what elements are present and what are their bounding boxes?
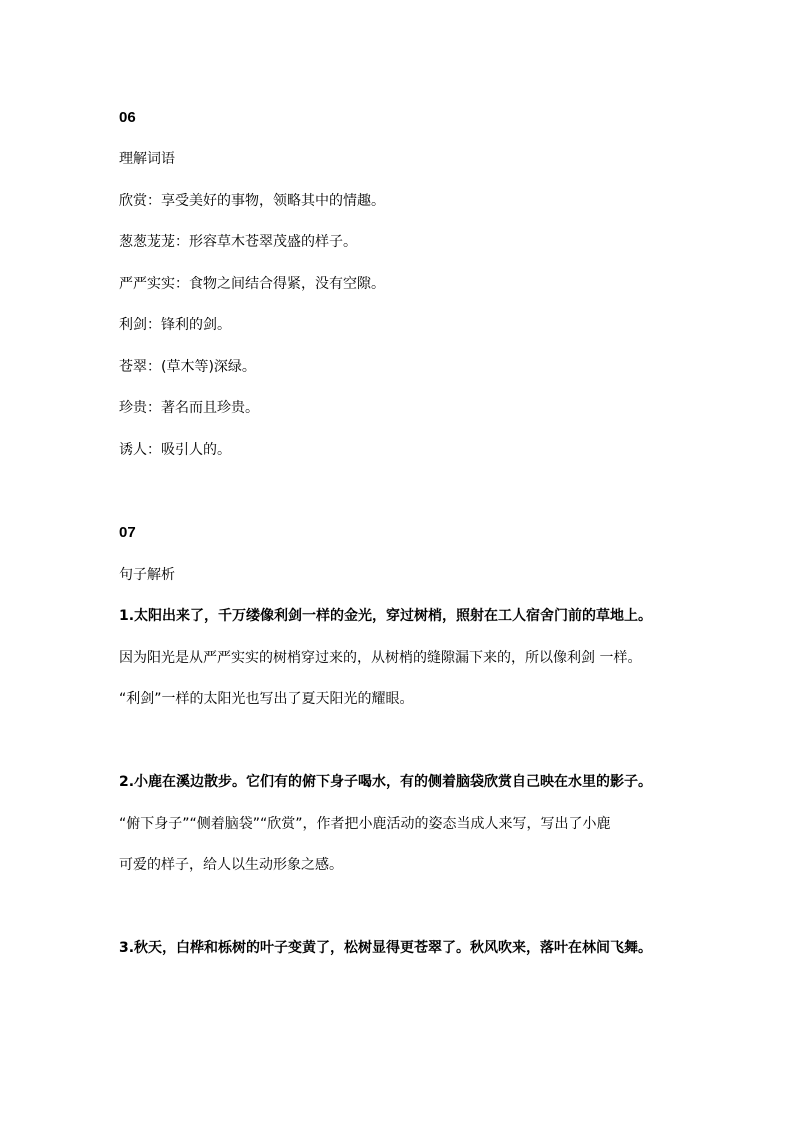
definition-item: 诱人：吸引人的。	[119, 442, 231, 458]
analysis-line: 因为阳光是从严严实实的树梢穿过来的，从树梢的缝隙漏下来的，所以像利剑 一样。	[119, 650, 642, 666]
definition-item: 利剑：锋利的剑。	[119, 317, 231, 333]
example-sentence-3: 3.秋天，白桦和栎树的叶子变黄了，松树显得更苍翠了。秋风吹来，落叶在林间飞舞。	[119, 940, 653, 956]
definition-item: 苍翠：(草木等)深绿。	[119, 359, 256, 375]
definition-item: 珍贵：著名而且珍贵。	[119, 400, 259, 416]
definition-item: 葱葱茏茏：形容草木苍翠茂盛的样子。	[119, 234, 357, 250]
definition-item: 欣赏：享受美好的事物，领略其中的情趣。	[119, 193, 385, 209]
analysis-line: “俯下身子”“侧着脑袋”“欣赏”，作者把小鹿活动的姿态当成人来写，写出了小鹿	[119, 816, 611, 832]
analysis-line: “利剑”一样的太阳光也写出了夏天阳光的耀眼。	[119, 691, 414, 707]
analysis-line: 可爱的样子，给人以生动形象之感。	[119, 857, 343, 873]
section-heading-vocabulary: 理解词语	[119, 151, 175, 167]
example-sentence-1: 1.太阳出来了，千万缕像利剑一样的金光，穿过树梢，照射在工人宿舍门前的草地上。	[119, 608, 653, 624]
example-sentence-2: 2.小鹿在溪边散步。它们有的俯下身子喝水，有的侧着脑袋欣赏自己映在水里的影子。	[119, 774, 653, 790]
section-heading-sentence-analysis: 句子解析	[119, 567, 175, 583]
section-number-07: 07	[119, 524, 136, 541]
definition-item: 严严实实：食物之间结合得紧，没有空隙。	[119, 276, 385, 292]
section-number-06: 06	[119, 109, 136, 126]
